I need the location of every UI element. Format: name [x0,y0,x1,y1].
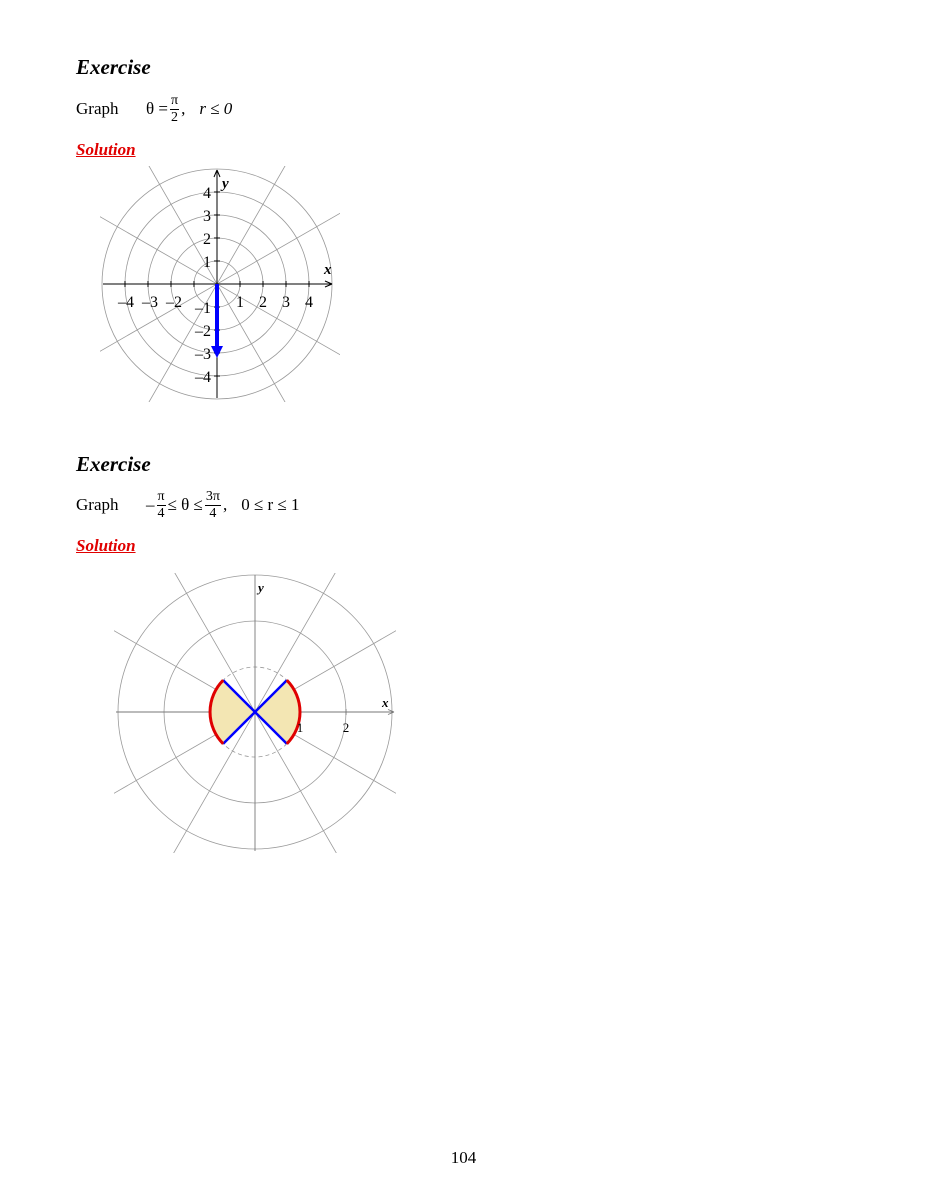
exercise-2-statement [76,487,300,523]
y-tick-label: 3 [203,208,211,225]
exercise-2-solution-label: Solution [76,536,136,555]
theta-equals: θ = [146,99,168,118]
polar-graph-2 [114,573,396,853]
x-tick-label: 2 [342,720,350,735]
minus-sign: – [146,495,155,514]
y-tick-label: 1 [203,254,211,271]
y-axis-label: y [222,176,229,192]
x-tick-label: 4 [305,294,313,311]
comma: , [181,99,186,118]
graph-label: Graph [76,495,119,514]
theta-inequality: ≤ θ ≤ [167,495,203,514]
comma: , [222,495,228,514]
graph-label: Graph [76,99,119,118]
y-tick-label: 2 [203,231,211,248]
y-tick-label: –4 [195,369,211,386]
x-tick-label: –2 [166,294,182,311]
polar-graph-1 [100,166,340,402]
fraction-numerator: π [170,92,179,108]
fraction-denominator: 2 [171,109,179,125]
r-condition: 0 ≤ r ≤ 1 [241,495,300,514]
y-tick-label: –2 [195,323,211,340]
x-tick-label: 1 [296,720,304,735]
x-tick-label: –3 [142,294,158,311]
fraction-denominator: 4 [157,505,165,521]
exercise-1-solution-label: Solution [76,140,136,159]
exercise-2-heading: Exercise [76,452,151,476]
x-axis-label: x [324,262,332,278]
x-tick-label: –4 [118,294,134,311]
fraction-numerator: π [157,488,165,504]
r-condition: r ≤ 0 [199,99,233,118]
x-tick-label: 1 [236,294,244,311]
pi-over-4-fraction [157,490,166,521]
ray-arrowhead-icon [211,346,223,358]
y-tick-label: –1 [195,300,211,317]
exercise-1-heading: Exercise [76,55,151,79]
y-tick-label: 4 [203,185,211,202]
fraction-denominator: 4 [209,505,217,521]
y-tick-label: –3 [195,346,211,363]
x-tick-label: 2 [259,294,267,311]
exercise-1-statement [76,91,232,127]
x-tick-label: 3 [282,294,290,311]
three-pi-over-4-fraction [205,490,221,521]
y-axis-label: y [258,580,264,595]
pi-over-2-fraction [170,94,179,125]
x-axis-label: x [382,695,389,710]
fraction-numerator: 3π [205,488,220,504]
page-number: 104 [450,1148,477,1167]
